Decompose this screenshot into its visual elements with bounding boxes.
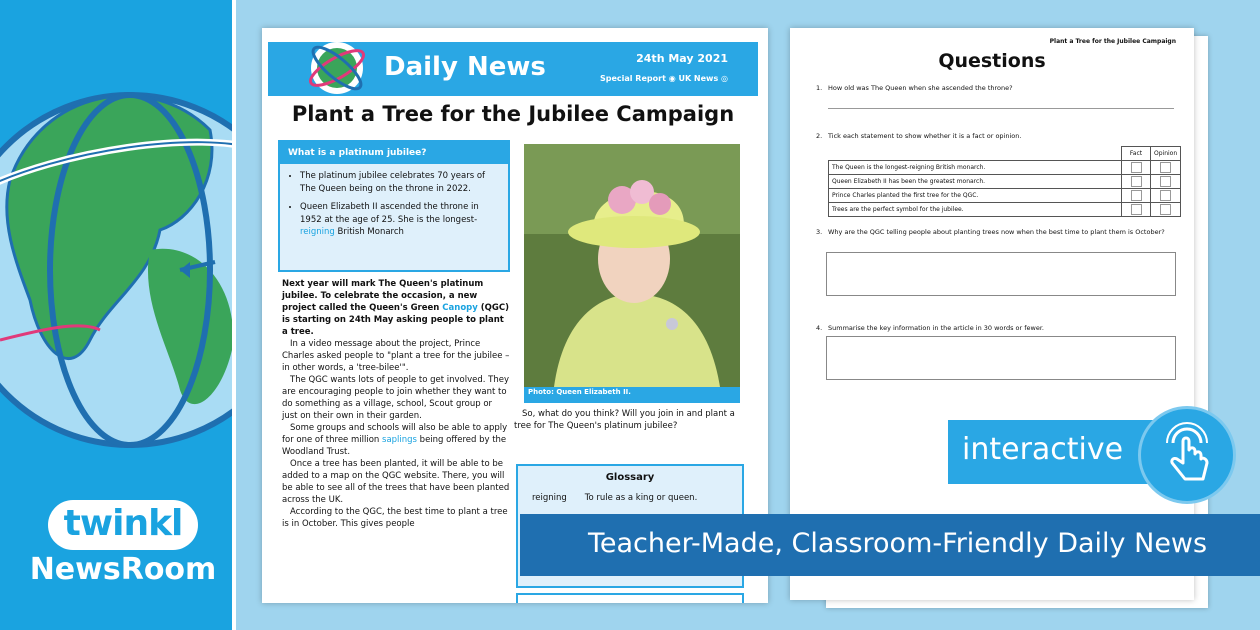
question-2 xyxy=(816,132,1176,140)
table-row xyxy=(829,189,1181,203)
table-row xyxy=(829,161,1181,175)
question-text: Why are the QGC telling people about planting trees now when the best time to plant them is October? xyxy=(828,228,1165,236)
globe-icon xyxy=(302,36,372,96)
question-3 xyxy=(816,228,1176,236)
answer-box-q4[interactable] xyxy=(826,336,1176,380)
article-text: Next year will mark The Queen's platinum jubilee. To celebrate the occasion, a new project called the Queen's Green xyxy=(282,279,484,313)
article-text: Some groups and schools will also be able to apply for one of three million xyxy=(282,423,508,445)
question-text: Tick each statement to show whether it is a fact or opinion. xyxy=(828,132,1022,140)
question-text: Summarise the key information in the article in 30 words or fewer. xyxy=(828,324,1044,332)
article-paragraph xyxy=(282,278,510,338)
newsroom-wordmark: NewsRoom xyxy=(29,552,217,587)
promo-banner xyxy=(520,514,1260,576)
question-4 xyxy=(816,324,1176,332)
photo-caption: Photo: Queen Elizabeth II. xyxy=(524,387,740,403)
statement-cell: Prince Charles planted the first tree for the QGC. xyxy=(829,189,1122,203)
article-paragraph: In a video message about the project, Prince Charles asked people to "plant a tree for the jubilee – in other words, a 'tree-bilee'". xyxy=(282,339,510,373)
column-fact: Fact xyxy=(1122,147,1151,161)
question-number: 4. xyxy=(816,324,823,332)
table-header-row xyxy=(829,147,1181,161)
question-text: How old was The Queen when she ascended the throne? xyxy=(828,84,1013,92)
issue-date: 24th May 2021 xyxy=(636,52,728,65)
fact-opinion-table xyxy=(828,146,1181,217)
twinkl-newsroom-logo[interactable] xyxy=(28,500,218,587)
questions-title: Questions xyxy=(938,50,1046,72)
opinion-checkbox[interactable] xyxy=(1160,176,1171,187)
article-body xyxy=(282,278,510,530)
question-number: 3. xyxy=(816,228,823,236)
fact-item: • The platinum jubilee celebrates 70 years of The Queen being on the throne in 2022. xyxy=(300,170,500,195)
fact-box xyxy=(278,140,510,272)
touch-button[interactable] xyxy=(1138,406,1236,504)
table-row xyxy=(829,175,1181,189)
article-paragraph xyxy=(282,422,510,458)
twinkl-wordmark: twinkl xyxy=(48,500,199,550)
special-report-label: Special Report xyxy=(599,74,666,83)
queen-photo-illustration xyxy=(524,144,740,387)
fact-box-title: What is a platinum jubilee? xyxy=(280,142,508,164)
closing-paragraph: So, what do you think? Will you join in and plant a tree for The Queen's platinum jubilee? xyxy=(514,409,735,431)
uk-news-label: UK News xyxy=(678,74,719,83)
masthead-title: Daily News xyxy=(384,52,546,82)
interactive-label: interactive xyxy=(962,432,1124,467)
opinion-checkbox[interactable] xyxy=(1160,162,1171,173)
answer-box-q3[interactable] xyxy=(826,252,1176,296)
info-icon: ◉ xyxy=(668,74,679,83)
fact-checkbox[interactable] xyxy=(1131,190,1142,201)
statement-cell: The Queen is the longest-reigning British monarch. xyxy=(829,161,1122,175)
glossary-link[interactable]: reigning xyxy=(300,227,335,237)
article-text: being offered by the Woodland Trust. xyxy=(282,435,507,457)
fact-item xyxy=(300,201,500,239)
article-text: (QGC) is starting on 24th May asking people to plant a tree. xyxy=(282,303,509,337)
queen-photo xyxy=(524,144,740,387)
fact-checkbox[interactable] xyxy=(1131,176,1142,187)
opinion-checkbox[interactable] xyxy=(1160,190,1171,201)
globe-illustration xyxy=(0,0,232,500)
opinion-checkbox[interactable] xyxy=(1160,204,1171,215)
question-number: 2. xyxy=(816,132,823,140)
masthead xyxy=(268,42,758,96)
glossary-title: Glossary xyxy=(605,472,655,483)
banner-text: Teacher-Made, Classroom-Friendly Daily News xyxy=(588,528,1208,559)
touch-hand-icon xyxy=(1151,419,1223,491)
article-paragraph: According to the QGC, the best time to plant a tree is in October. This gives people xyxy=(282,507,508,529)
fact-list xyxy=(280,170,508,239)
article-paragraph: The QGC wants lots of people to get involved. They are encouraging people to join whether they want to do something as a village, school, Scout group or just on their own in their garden. xyxy=(282,375,510,421)
answer-line[interactable] xyxy=(828,108,1174,109)
section-meta xyxy=(600,74,728,83)
table-row xyxy=(829,203,1181,217)
glossary-link[interactable]: saplings xyxy=(382,435,417,445)
fact-text: British Monarch xyxy=(334,227,404,237)
glossary-entry xyxy=(518,489,742,507)
continued-box xyxy=(516,593,744,603)
statement-cell: Queen Elizabeth II has been the greatest monarch. xyxy=(829,175,1122,189)
sheet-header-tag: Plant a Tree for the Jubilee Campaign xyxy=(1049,38,1176,45)
glossary-term: reigning xyxy=(532,493,567,503)
panel-divider xyxy=(232,0,236,630)
glossary-definition: To rule as a king or queen. xyxy=(584,493,698,503)
globe-small-icon: ◎ xyxy=(721,74,728,83)
article-headline: Plant a Tree for the Jubilee Campaign xyxy=(291,102,735,126)
article-paragraph: Once a tree has been planted, it will be able to be added to a map on the QGC website. There, you will be able to see all of the trees that have been planted across the UK. xyxy=(282,459,510,505)
question-1 xyxy=(816,84,1176,92)
question-number: 1. xyxy=(816,84,823,92)
brand-panel xyxy=(0,0,232,630)
column-opinion: Opinion xyxy=(1151,147,1181,161)
glossary-link[interactable]: Canopy xyxy=(442,303,478,313)
fact-text: Queen Elizabeth II ascended the throne in 1952 at the age of 25. She is the longest- xyxy=(300,202,479,225)
fact-checkbox[interactable] xyxy=(1131,204,1142,215)
statement-cell: Trees are the perfect symbol for the jubilee. xyxy=(829,203,1122,217)
fact-checkbox[interactable] xyxy=(1131,162,1142,173)
